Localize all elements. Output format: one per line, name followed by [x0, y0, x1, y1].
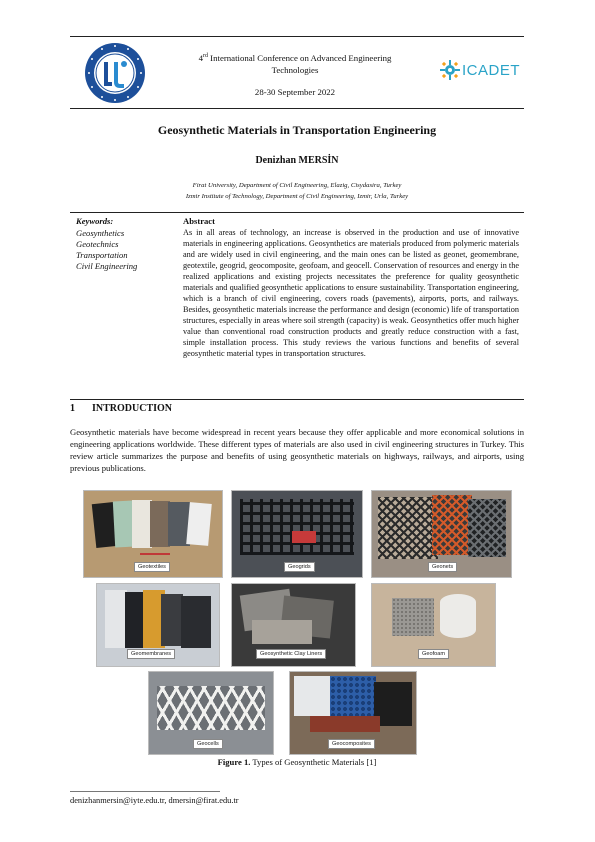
affiliation-1: Firat University, Department of Civil Engineering, Elazig, Cisydasira, Turkey — [192, 182, 402, 189]
footer-emails: denizhanmersin@iyte.edu.tr, dmersin@firat.edu.tr — [70, 796, 239, 805]
header-top-rule — [70, 36, 524, 37]
keyword-item: Geotechnics — [76, 239, 119, 249]
figure-caption-text: Types of Geosynthetic Materials [1] — [250, 757, 377, 767]
geocomposites-photo — [289, 671, 417, 755]
abstract-text: As in all areas of technology, an increase is observed in the production and use of innovative materials in engineering applications. Geosynthetics are materials produced from polymeric materials and are widely used in civil engineering, and the main ones can be listed as geonet, geomembrane, geotextile, geogrid, geocomposite, geofoam, and geocell. Conservation of resources and energy in the realized applications and existing projects necessitates the preference for quality geosynthetic materials and qualified geosynthetic applications to ensure sustainability. Transportation engineering, which is a branch of civil engineering, covers roads (pavements), airports, ports, and railways. Besides, geosynthetic materials increase the performance and design (economic) life of transportation structures, especially in areas where soil strength (capacity) is weak. Geosynthetics offer much higher value than conventional road construction products and greatly reduce construction with a fast, simple installation process. This study reviews the various functions and benefits of several geosynthetic material types in transportation structures. — [183, 228, 519, 358]
keyword-item: Transportation — [76, 250, 128, 260]
icadet-logo — [440, 60, 520, 80]
icadet-gear-icon — [440, 60, 460, 80]
abstract-top-rule — [70, 212, 524, 213]
section-title: INTRODUCTION — [92, 403, 173, 414]
abstract-heading: Abstract — [183, 216, 215, 226]
figure-caption — [70, 757, 524, 767]
geocells-photo — [148, 671, 274, 755]
figure-label: Geocells — [193, 739, 223, 749]
figure-label: Geomembranes — [127, 649, 175, 659]
conference-ordinal-suffix: rd — [202, 53, 208, 59]
icadet-logo-text: ICADET — [462, 61, 521, 79]
paper-author: Denizhan MERSİN — [255, 155, 339, 166]
header-bottom-rule — [70, 108, 524, 109]
footer-rule — [70, 791, 220, 792]
geomembranes-photo — [96, 583, 220, 667]
figure-caption-label: Figure 1. — [217, 757, 251, 767]
geogrids-photo — [231, 490, 363, 578]
figure-label: Geotextiles — [134, 562, 170, 572]
conference-line2: Technologies — [271, 64, 319, 75]
figure-label: Geofoam — [418, 649, 449, 659]
keyword-item: Geosynthetics — [76, 228, 125, 238]
geosynthetic-clay-liners-photo — [231, 583, 356, 667]
geofoam-photo — [371, 583, 496, 667]
abstract-bottom-rule — [70, 399, 524, 400]
paper-title: Geosynthetic Materials in Transportation Engineering — [157, 123, 437, 137]
figure-label: Geogrids — [284, 562, 315, 572]
geotextiles-photo — [83, 490, 223, 578]
introduction-paragraph: Geosynthetic materials have become widespread in recent years because they offer applicable and more economical solutions in engineering applications worldwide. These different types of materials are also used in civil engineering structures in Turkey. This review article summarizes the purpose and benefits of using geosynthetic materials on highways, railways, and airports, using previous publications. — [70, 427, 524, 473]
figure-label: Geosynthetic Clay Liners — [256, 649, 326, 659]
figure-label: Geocomposites — [328, 739, 375, 749]
conference-line1: International Conference on Advanced Engineering — [207, 52, 392, 63]
section-number: 1 — [70, 403, 75, 414]
affiliation-2: Izmir Institute of Technology, Department of Civil Engineering, Izmir, Urla, Turkey — [185, 193, 409, 200]
section-heading — [70, 403, 172, 414]
conference-ordinal: 4 — [198, 52, 203, 63]
figure-label: Geonets — [428, 562, 457, 572]
conference-dates: 28-30 September 2022 — [254, 87, 336, 97]
geonets-photo — [371, 490, 512, 578]
conference-name — [150, 50, 440, 76]
university-logo — [84, 42, 146, 104]
keywords-heading: Keywords: — [76, 216, 114, 226]
keyword-item: Civil Engineering — [76, 261, 138, 271]
